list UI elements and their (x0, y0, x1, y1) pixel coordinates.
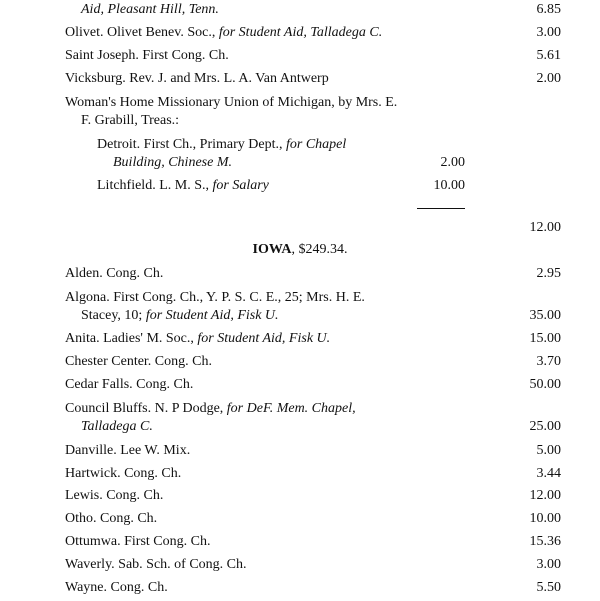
section-heading: IOWA, $249.34. (252, 242, 348, 257)
entry-line: Ottumwa. First Cong. Ch. (65, 534, 211, 549)
entry-amount: 2.95 (536, 266, 561, 281)
entry-line: Waverly. Sab. Sch. of Cong. Ch. (65, 557, 247, 572)
entry-line: Danville. Lee W. Mix. (65, 443, 191, 458)
entry-amount: 3.44 (536, 466, 561, 481)
entry-line-cont: Talladega C. (81, 419, 153, 434)
entry-line-cont: Building, Chinese M. (113, 155, 232, 170)
entry-line: Litchfield. L. M. S., for Salary (97, 178, 269, 193)
entry-line: Algona. First Cong. Ch., Y. P. S. C. E., 25; Mrs. H. E. (65, 290, 365, 305)
subtotal-rule (417, 208, 465, 209)
entry-amount: 3.00 (536, 25, 561, 40)
entry-line-cont: F. Grabill, Treas.: (81, 113, 180, 128)
entry-amount: 15.00 (529, 331, 561, 346)
entry-amount: 2.00 (536, 71, 561, 86)
sub-amount: 10.00 (433, 178, 465, 193)
sub-amount: 2.00 (440, 155, 465, 170)
entry-amount: 12.00 (529, 488, 561, 503)
entry-amount: 5.00 (536, 443, 561, 458)
entry-amount: 6.85 (536, 2, 561, 17)
entry-amount: 3.00 (536, 557, 561, 572)
entry-line: Vicksburg. Rev. J. and Mrs. L. A. Van Antwerp (65, 71, 329, 86)
entry-line: Hartwick. Cong. Ch. (65, 466, 182, 481)
entry-line: Otho. Cong. Ch. (65, 511, 158, 526)
entry-amount: 50.00 (529, 377, 561, 392)
entry-line: Anita. Ladies' M. Soc., for Student Aid, Fisk U. (65, 331, 331, 346)
entry-line: Detroit. First Ch., Primary Dept., for Chapel (97, 137, 347, 152)
entry-line: Chester Center. Cong. Ch. (65, 354, 212, 369)
entry-amount: 25.00 (529, 419, 561, 434)
entry-line: Aid, Pleasant Hill, Tenn. (81, 2, 219, 17)
entry-amount: 3.70 (536, 354, 561, 369)
subtotal-amount: 12.00 (529, 220, 561, 235)
entry-amount: 10.00 (529, 511, 561, 526)
entry-line: Cedar Falls. Cong. Ch. (65, 377, 194, 392)
entry-amount: 5.50 (536, 580, 561, 595)
entry-line-cont: Stacey, 10; for Student Aid, Fisk U. (81, 308, 279, 323)
entry-line: Lewis. Cong. Ch. (65, 488, 164, 503)
entry-line: Wayne. Cong. Ch. (65, 580, 168, 595)
entry-line: Council Bluffs. N. P Dodge, for DeF. Mem. Chapel, (65, 401, 356, 416)
entry-amount: 5.61 (536, 48, 561, 63)
entry-line: Olivet. Olivet Benev. Soc., for Student Aid, Talladega C. (65, 25, 383, 40)
entry-amount: 15.36 (529, 534, 561, 549)
entry-amount: 35.00 (529, 308, 561, 323)
entry-line: Alden. Cong. Ch. (65, 266, 164, 281)
entry-line: Saint Joseph. First Cong. Ch. (65, 48, 229, 63)
entry-line: Woman's Home Missionary Union of Michigan, by Mrs. E. (65, 95, 398, 110)
